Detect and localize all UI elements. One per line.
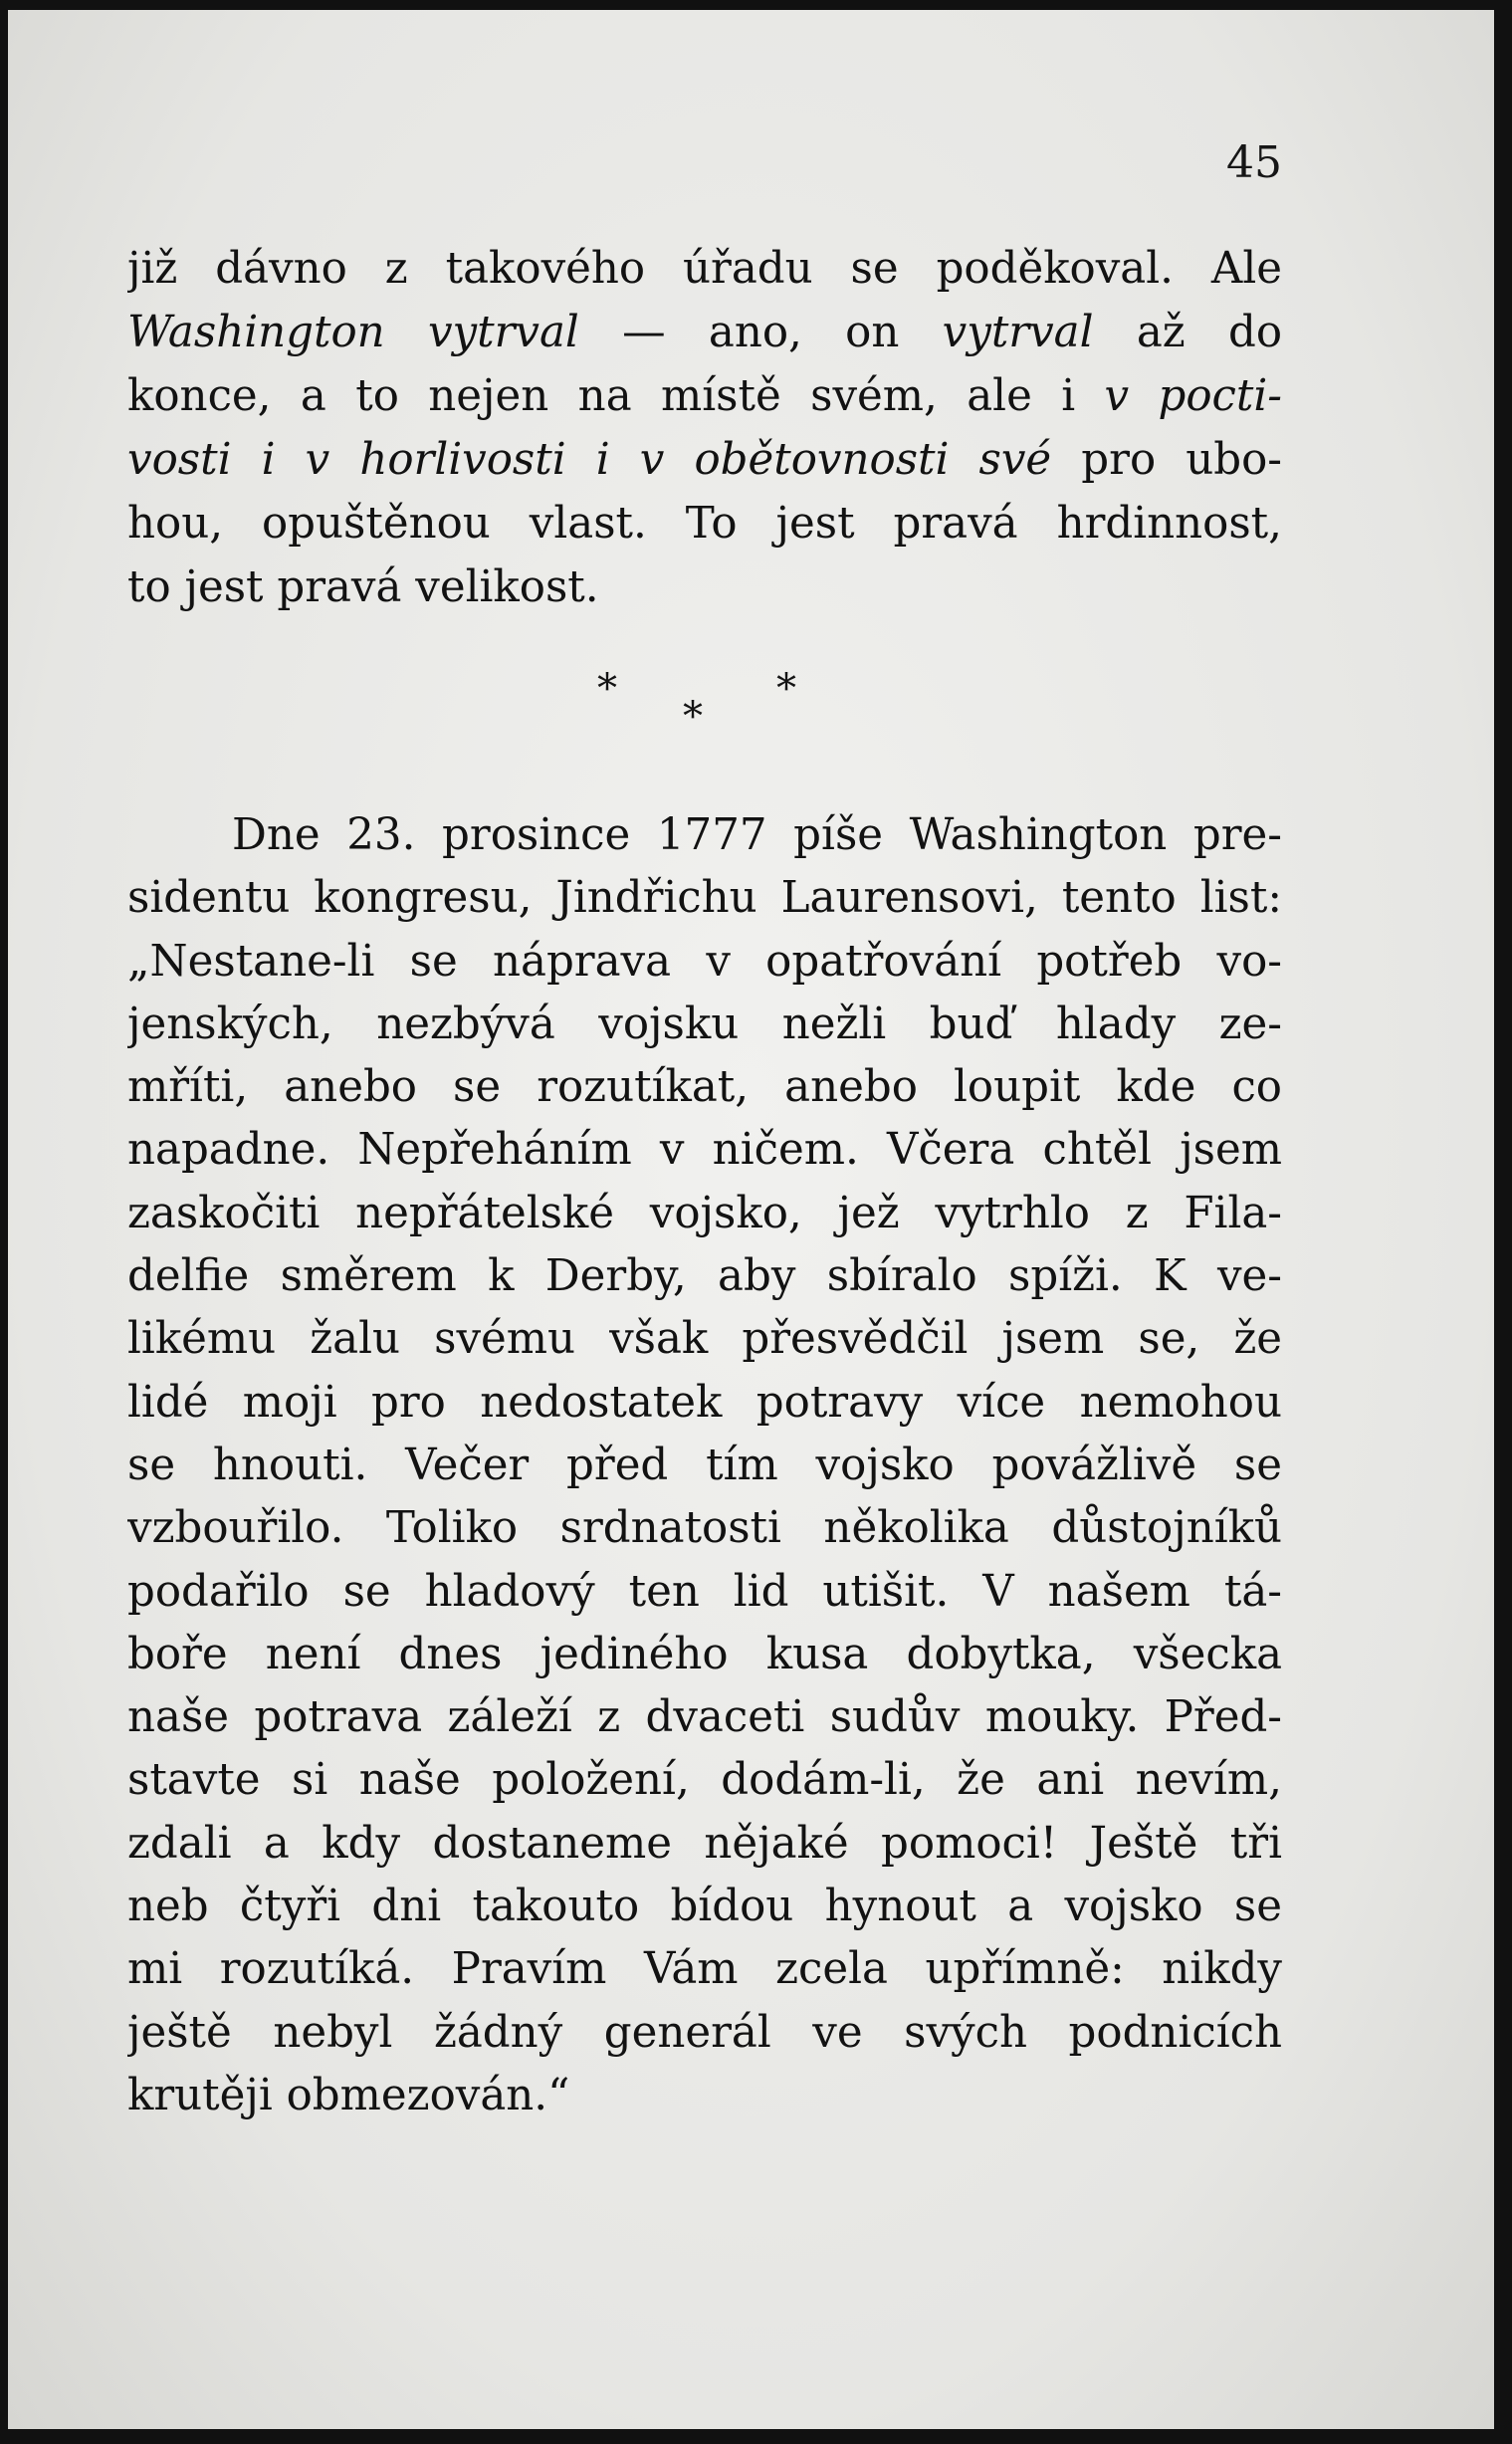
text-line: Dne 23. prosince 1777 píše Washington pre- xyxy=(232,810,1282,860)
text-line: sidentu kongresu, Jindřichu Laurensovi, tento list: xyxy=(127,873,1282,924)
italic-phrase: v pocti- xyxy=(1104,371,1282,421)
text-line: likému žalu svému však přesvědčil jsem se, že xyxy=(127,1314,1282,1365)
text-line: lidé moji pro nedostatek potravy více nemohou xyxy=(127,1377,1282,1428)
text-line: již dávno z takového úřadu se poděkoval. Ale xyxy=(127,244,1282,294)
italic-phrase: vytrval xyxy=(942,308,1094,357)
text-span: až do xyxy=(1093,308,1282,357)
paragraph-washington-letter xyxy=(127,804,1282,2127)
text-line xyxy=(127,364,1282,428)
text-line: vzbouřilo. Toliko srdnatosti několika důstojníků xyxy=(127,1503,1282,1554)
text-span: konce, a to nejen na místě svém, ale i xyxy=(127,371,1105,421)
text-line: delfie směrem k Derby, aby sbíralo spíži. K ve- xyxy=(127,1251,1282,1302)
text-span: — ano, on xyxy=(578,308,943,357)
text-line: boře není dnes jediného kusa dobytka, všecka xyxy=(127,1629,1282,1679)
italic-phrase: vosti i v horlivosti i v obětovnosti své xyxy=(127,435,1052,485)
text-line: neb čtyři dni takouto bídou hynout a vojsko se xyxy=(127,1882,1282,1932)
text-line: mi rozutíká. Pravím Vám zcela upřímně: nikdy xyxy=(127,1944,1282,1995)
italic-phrase: Washington vytrval xyxy=(127,308,579,357)
text-line: hou, opuštěnou vlast. To jest pravá hrdinnost, xyxy=(127,499,1282,549)
text-line: to jest pravá velikost. xyxy=(127,562,599,612)
text-line: naše potrava záleží z dvaceti sudův mouky. Před- xyxy=(127,1692,1282,1743)
text-line: podařilo se hladový ten lid utišit. V našem tá- xyxy=(127,1566,1282,1617)
text-line: stavte si naše položení, dodám-li, že ani nevím, xyxy=(127,1755,1282,1806)
text-line xyxy=(127,301,1282,364)
asterism-star-middle: * xyxy=(683,694,703,740)
paragraph-washington-perseverance xyxy=(127,237,1282,619)
text-line: zdali a kdy dostaneme nějaké pomoci! Ještě tři xyxy=(127,1818,1282,1869)
asterism-star-right: * xyxy=(776,666,796,712)
text-line: napadne. Nepřeháním v ničem. Včera chtěl jsem xyxy=(127,1125,1282,1176)
page-number: 45 xyxy=(1226,137,1282,188)
text-line: mříti, anebo se rozutíkat, anebo loupit kde co xyxy=(127,1062,1282,1113)
text-line: krutěji obmezován.“ xyxy=(127,2070,570,2120)
text-line: jenských, nezbývá vojsku nežli buď hlady ze- xyxy=(127,999,1282,1049)
text-line xyxy=(127,428,1282,492)
text-span: pro ubo- xyxy=(1051,435,1282,485)
text-line: ještě nebyl žádný generál ve svých podnicích xyxy=(127,2007,1282,2058)
text-line: zaskočiti nepřátelské vojsko, jež vytrhlo z Fila- xyxy=(127,1188,1282,1238)
asterism-star-left: * xyxy=(597,666,617,712)
text-line: „Nestane-li se náprava v opatřování potřeb vo- xyxy=(127,936,1282,987)
text-line: se hnouti. Večer před tím vojsko povážlivě se xyxy=(127,1440,1282,1490)
